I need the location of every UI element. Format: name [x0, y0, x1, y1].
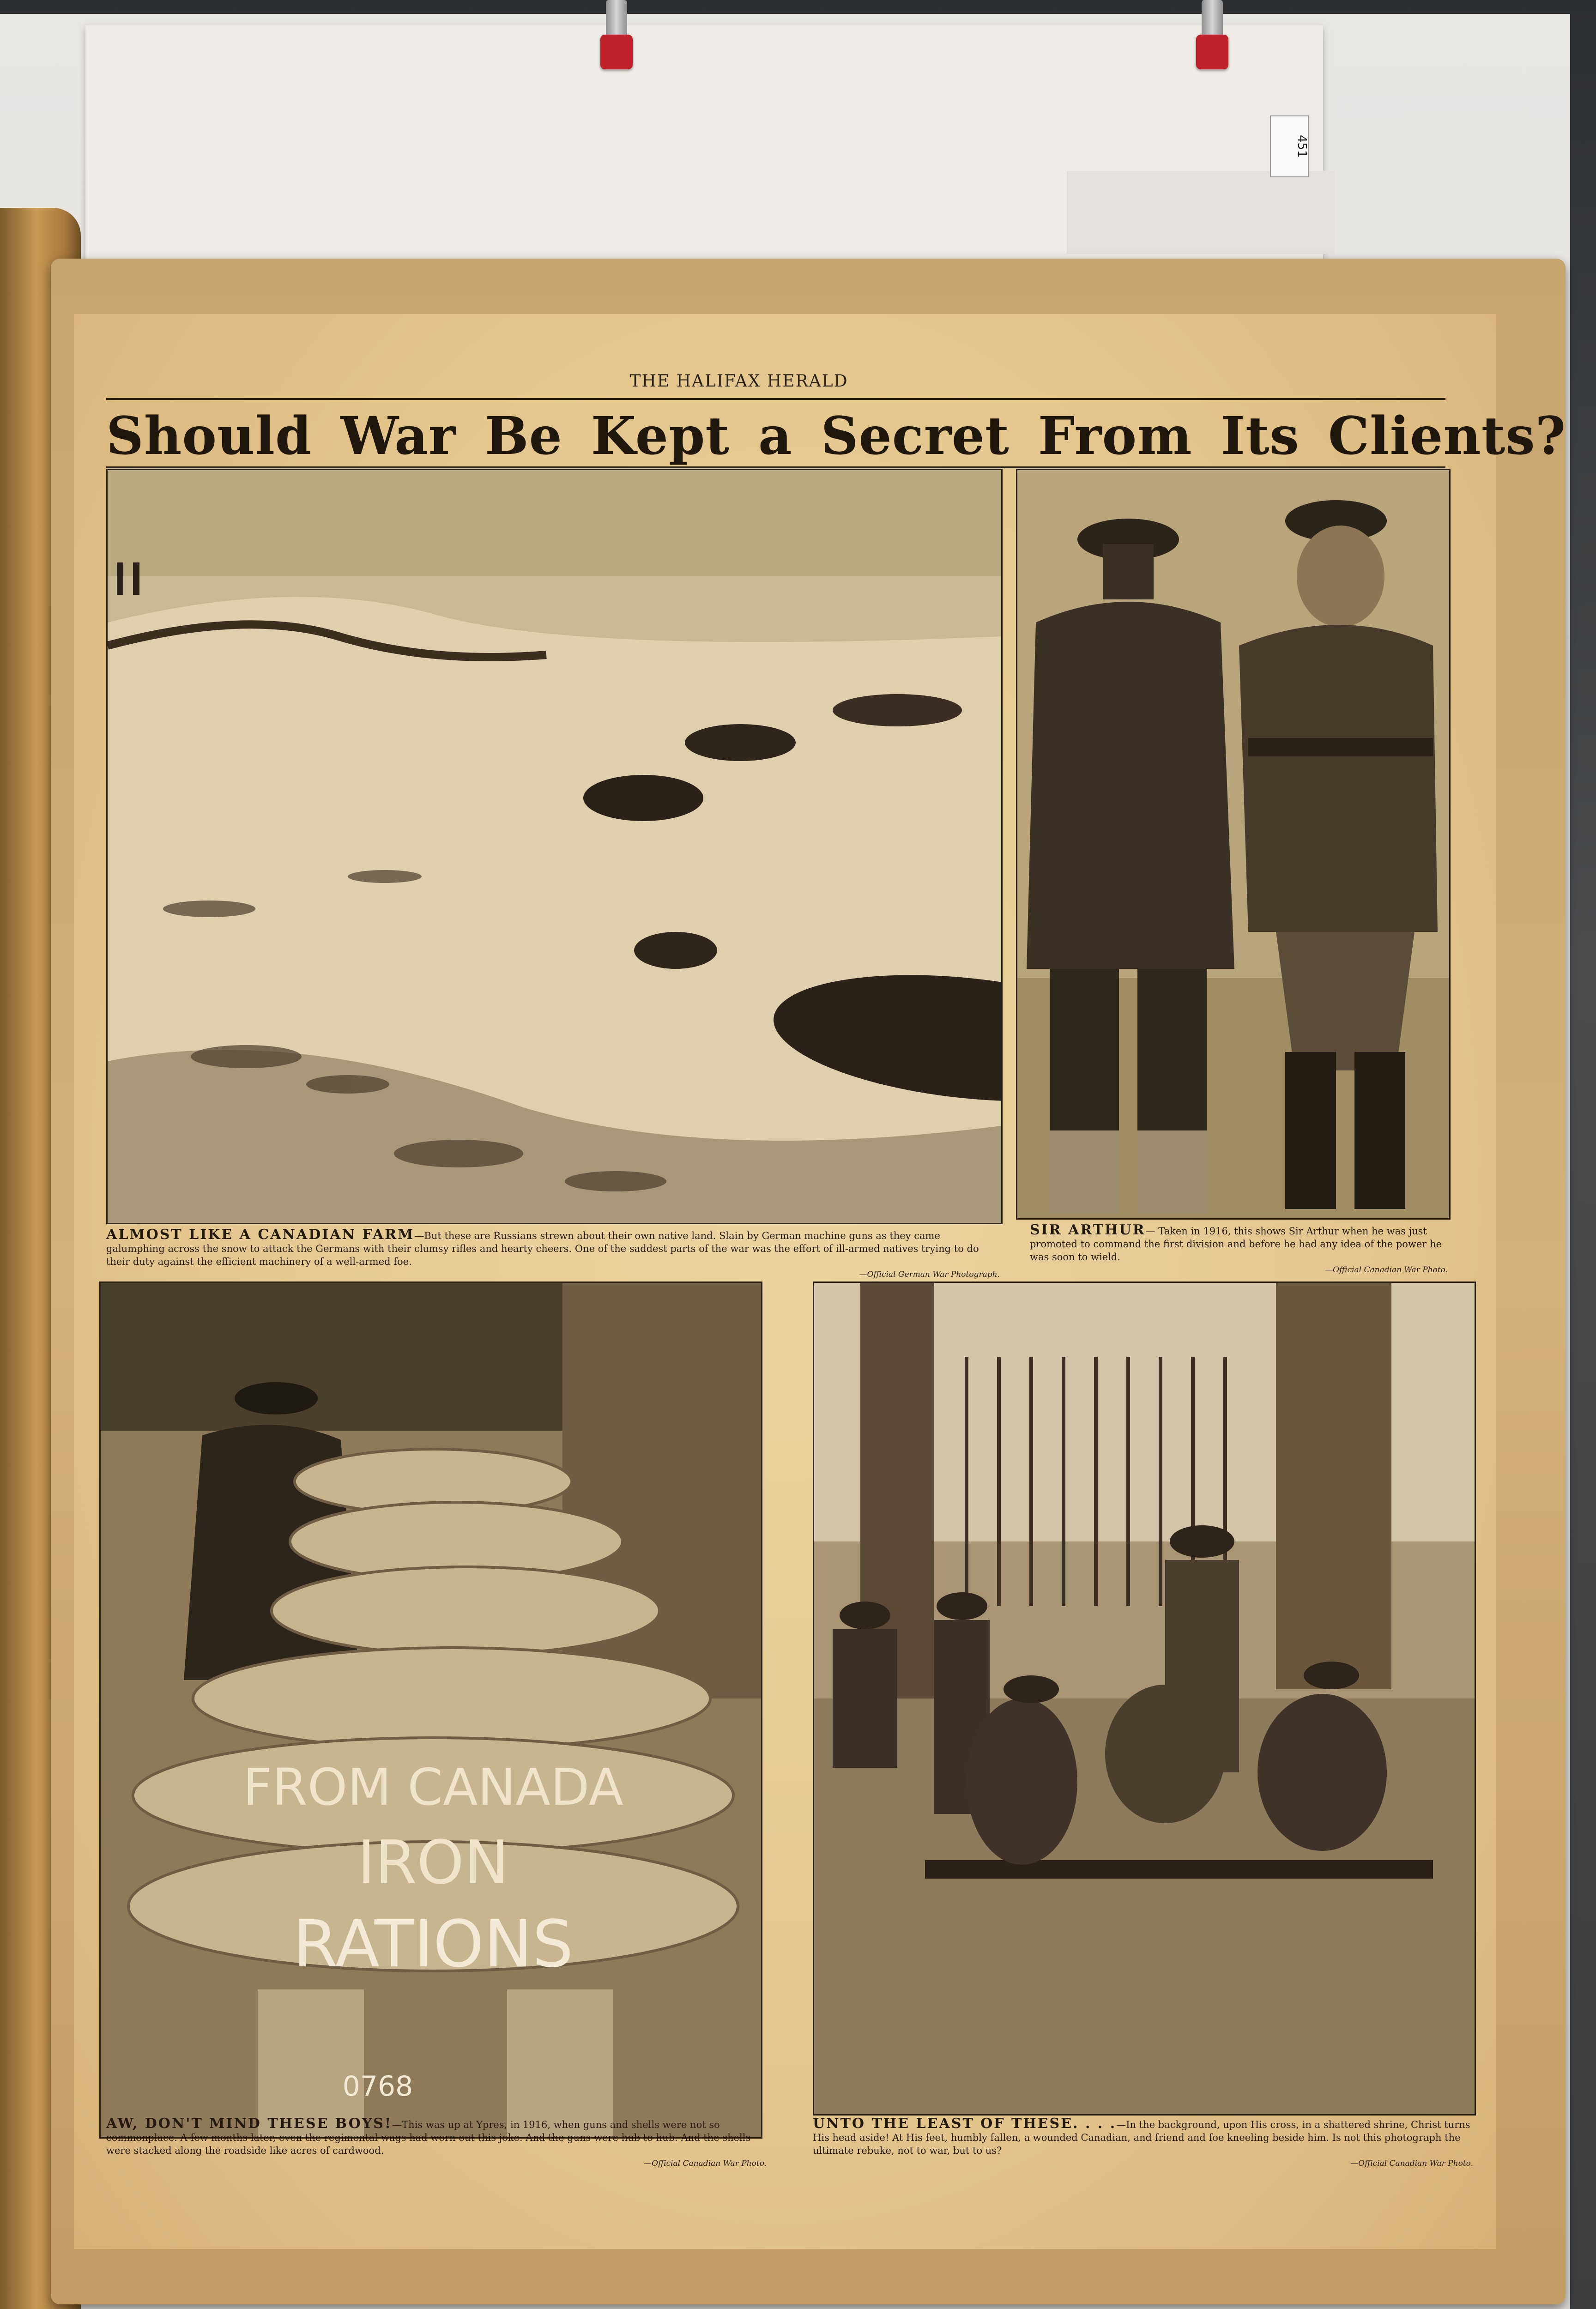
binder-clip-icon	[600, 0, 633, 69]
photo-sir-arthur	[1016, 469, 1451, 1220]
caption-title: AW, DON'T MIND THESE BOYS!	[106, 2116, 393, 2132]
snow-field-image	[108, 470, 1001, 1223]
top-card-notch	[1067, 171, 1335, 254]
photo-credit: —Official Canadian War Photo.	[1350, 2159, 1473, 2168]
caption-title: ALMOST LIKE A CANADIAN FARM	[106, 1227, 415, 1243]
caption-body: —This was up at Ypres, in 1916, when guns and shells were not so commonplace. A few months later, even the regimental wags had worn out this joke. And the guns were hub to hub. And the shells were stacked along the roadside like acres of cardwood.	[106, 2119, 751, 2156]
paper-name: THE HALIFAX HERALD	[629, 372, 848, 391]
caption-iron-rations	[106, 2117, 767, 2177]
iron-rations-image	[101, 1283, 761, 2137]
headline: Should War Be Kept a Secret From Its Clients?	[106, 406, 1566, 466]
caption-unto-the-least	[813, 2117, 1473, 2177]
caption-snow-field	[106, 1228, 1000, 1279]
film-tag-text: 451	[1295, 135, 1309, 158]
caption-title: UNTO THE LEAST OF THESE. . . .	[813, 2116, 1117, 2132]
shrine-image	[814, 1283, 1475, 2114]
photo-iron-rations	[99, 1281, 762, 2139]
sack-text-canada: FROM CANADA	[243, 1758, 623, 1817]
film-tag	[1270, 115, 1309, 177]
photo-credit: —Official Canadian War Photo.	[644, 2159, 767, 2168]
photo-unto-the-least	[813, 1281, 1476, 2116]
photo-snow-field	[106, 469, 1003, 1224]
photo-credit: —Official German War Photograph.	[859, 1270, 1000, 1279]
caption-body: —In the background, upon His cross, in a shattered shrine, Christ turns His head aside! At His feet, humbly fallen, a wounded Canadian, and friend and foe kneeling beside him. Is not this photograph the ultimate rebuke, not to war, but to us?	[813, 2119, 1470, 2156]
sack-text-iron: IRON	[357, 1827, 509, 1898]
photo-credit: —Official Canadian War Photo.	[1325, 1265, 1448, 1275]
binder-clip-icon	[1196, 0, 1228, 69]
caption-title: SIR ARTHUR	[1030, 1222, 1146, 1238]
headline-rule	[106, 466, 1445, 468]
plate-number: 0768	[342, 2070, 413, 2103]
caption-sir-arthur	[1030, 1224, 1448, 1275]
sack-text-rations: RATIONS	[293, 1907, 574, 1982]
caption-body: — Taken in 1916, this shows Sir Arthur when he was just promoted to command the first division and before he had any idea of the power he was soon to wield.	[1030, 1226, 1442, 1263]
caption-body: —But these are Russians strewn about their own native land. Slain by German machine guns as they came galumphing across the snow to attack the Germans with their clumsy rifles and hearty cheers. One of the saddest parts of the war was the effort of ill-armed natives trying to do their duty against the efficient machinery of a well-armed foe.	[106, 1230, 979, 1267]
officers-image	[1017, 470, 1449, 1218]
masthead-rule	[106, 398, 1445, 400]
